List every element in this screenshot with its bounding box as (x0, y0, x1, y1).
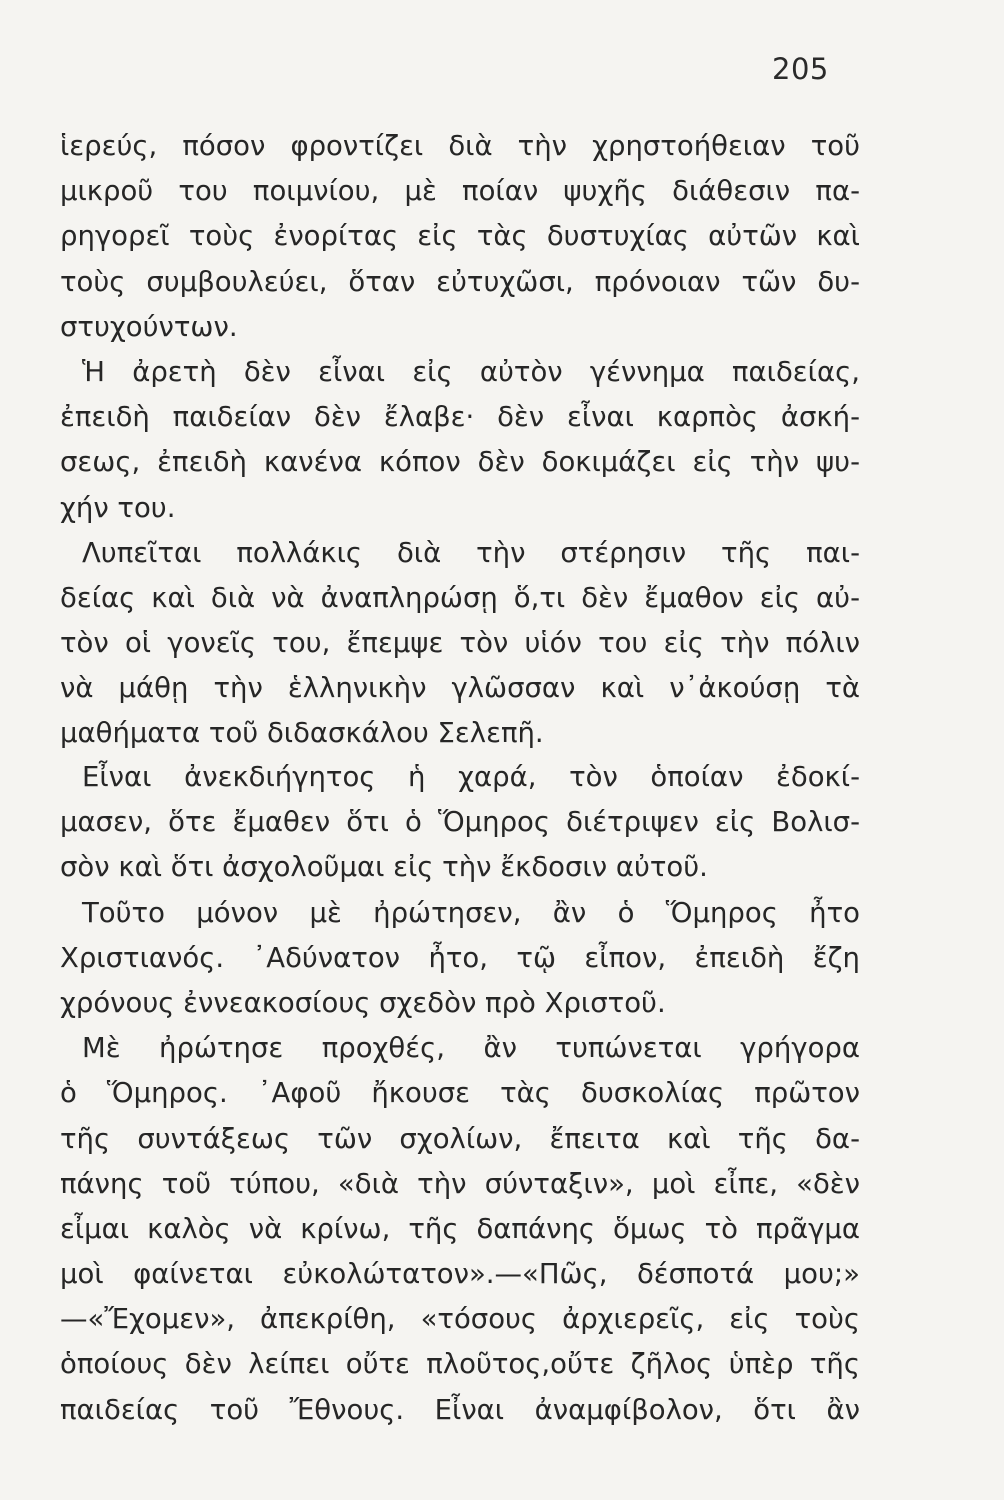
text-line: Μὲ ἠρώτησε προχθές, ἂν τυπώνεται γρήγορα (82, 1032, 860, 1065)
text-line: παιδείας τοῦ Ἔθνους. Εἶναι ἀναμφίβολον, ὅτι ἂν (60, 1393, 860, 1426)
paragraph (60, 1026, 860, 1433)
text-line: μαθήματα τοῦ διδασκάλου Σελεπῆ. (60, 717, 544, 750)
text-line: μασεν, ὅτε ἔμαθεν ὅτι ὁ Ὅμηρος διέτριψεν εἰς Βολισ- (60, 806, 860, 839)
text-line: Τοῦτο μόνον μὲ ἠρώτησεν, ἂν ὁ Ὅμηρος ἦτο (82, 896, 860, 929)
text-line: τοὺς συμβουλεύει, ὅταν εὐτυχῶσι, πρόνοιαν τῶν δυ- (60, 265, 860, 298)
text-line: ἱερεύς, πόσον φροντίζει διὰ τὴν χρηστοήθειαν τοῦ (60, 130, 860, 162)
text-block-upper (60, 124, 860, 757)
text-line: Ἡ ἀρετὴ δὲν εἶναι εἰς αὐτὸν γέννημα παιδείας, (82, 355, 860, 388)
text-line: —«Ἔχομεν», ἀπεκρίθη, «τόσους ἀρχιερεῖς, εἰς τοὺς (60, 1303, 860, 1336)
paragraph (60, 531, 860, 757)
text-line: δείας καὶ διὰ νὰ ἀναπληρώσῃ ὅ,τι δὲν ἔμαθον εἰς αὐ- (60, 581, 860, 614)
text-line: Λυπεῖται πολλάκις διὰ τὴν στέρησιν τῆς παι- (82, 536, 860, 569)
text-line: χήν του. (60, 491, 176, 524)
text-line: σὸν καὶ ὅτι ἀσχολοῦμαι εἰς τὴν ἔκδοσιν αὐτοῦ. (60, 851, 708, 884)
paragraph (60, 124, 860, 350)
text-line: ὁποίους δὲν λείπει οὔτε πλοῦτος,οὔτε ζῆλος ὑπὲρ τῆς (60, 1348, 860, 1381)
text-line: μοὶ φαίνεται εὐκολώτατον».—«Πῶς, δέσποτά μου;» (60, 1258, 860, 1291)
text-line: ὁ Ὅμηρος. ᾿Αφοῦ ἤκουσε τὰς δυσκολίας πρῶτον (60, 1077, 860, 1110)
paragraph (60, 755, 860, 891)
text-block-lower (60, 755, 860, 1433)
text-line: μικροῦ του ποιμνίου, μὲ ποίαν ψυχῆς διάθεσιν πα- (60, 175, 860, 208)
paragraph (60, 891, 860, 1027)
text-line: ρηγορεῖ τοὺς ἐνορίτας εἰς τὰς δυστυχίας αὐτῶν καὶ (60, 220, 860, 253)
text-line: εἶμαι καλὸς νὰ κρίνω, τῆς δαπάνης ὅμως τὸ πρᾶγμα (60, 1212, 860, 1245)
text-line: τὸν οἱ γονεῖς του, ἔπεμψε τὸν υἱόν του εἰς τὴν πόλιν (60, 627, 860, 660)
text-line: τῆς συντάξεως τῶν σχολίων, ἔπειτα καὶ τῆς δα- (60, 1122, 860, 1155)
text-line: ἐπειδὴ παιδείαν δὲν ἔλαβε· δὲν εἶναι καρπὸς ἀσκή- (60, 401, 860, 434)
text-line: Εἶναι ἀνεκδιήγητος ἡ χαρά, τὸν ὁποίαν ἐδοκί- (82, 761, 860, 793)
paragraph (60, 350, 860, 531)
text-line: Χριστιανός. ᾿Αδύνατον ἦτο, τῷ εἶπον, ἐπειδὴ ἔζη (60, 941, 860, 974)
text-line: πάνης τοῦ τύπου, «διὰ τὴν σύνταξιν», μοὶ εἶπε, «δὲν (60, 1167, 860, 1200)
page-number: 205 (772, 52, 829, 86)
text-line: σεως, ἐπειδὴ κανένα κόπον δὲν δοκιμάζει εἰς τὴν ψυ- (60, 446, 860, 479)
text-line: στυχούντων. (60, 310, 238, 343)
text-line: χρόνους ἐννεακοσίους σχεδὸν πρὸ Χριστοῦ. (60, 986, 666, 1019)
text-line: νὰ μάθῃ τὴν ἑλληνικὴν γλῶσσαν καὶ ν᾿ἀκούσῃ τὰ (60, 672, 860, 705)
